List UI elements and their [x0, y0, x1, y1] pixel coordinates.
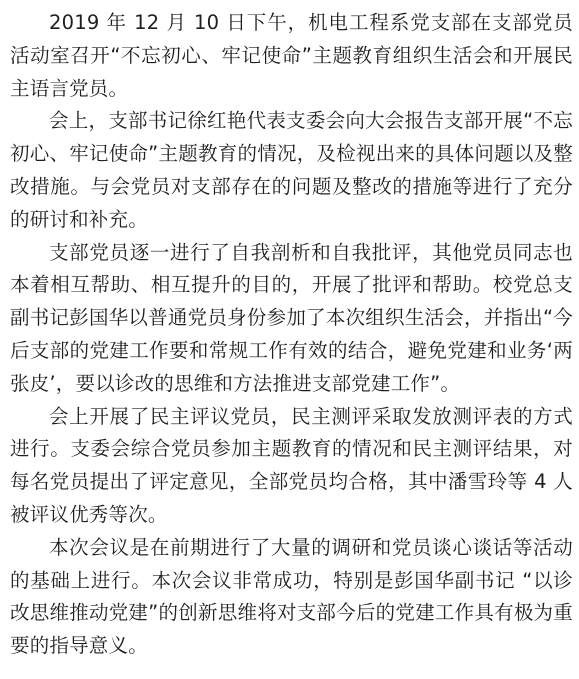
paragraph-self-criticism: 支部党员逐一进行了自我剖析和自我批评，其他党员同志也本着相互帮助、相互提升的目的，开展了批评和帮助。校党总支副书记彭国华以普通党员身份参加了本次组织生活会，并指出“今后支部的党建工作要和常规工作有效的结合，避免党建和业务‘两张皮’，要以诊改的思维和方法推进支部党建工作”。 [10, 240, 573, 395]
paragraph-secretary-report: 会上，支部书记徐红艳代表支委会向大会报告支部开展“不忘初心、牢记使命”主题教育的情况，及检视出来的具体问题以及整改措施。与会党员对支部存在的问题及整改的措施等进行了充分的研讨和补充。 [10, 109, 573, 231]
paragraph-conclusion: 本次会议是在前期进行了大量的调研和党员谈心谈话等活动的基础上进行。本次会议非常成功，特别是彭国华副书记 “以诊改思维推动党建”的创新思维将对支部今后的党建工作具有极为重要的指导意义。 [10, 535, 573, 658]
paragraph-meeting-intro: 2019 年 12 月 10 日下午，机电工程系党支部在支部党员活动室召开“不忘初心、牢记使命”主题教育组织生活会和开展民主语言党员。 [10, 11, 573, 100]
paragraph-democratic-evaluation: 会上开展了民主评议党员，民主测评采取发放测评表的方式进行。支委会综合党员参加主题教育的情况和民主测评结果，对每名党员提出了评定意见，全部党员均合格，其中潘雪玲等 4 人被评议优秀等次。 [10, 404, 573, 526]
